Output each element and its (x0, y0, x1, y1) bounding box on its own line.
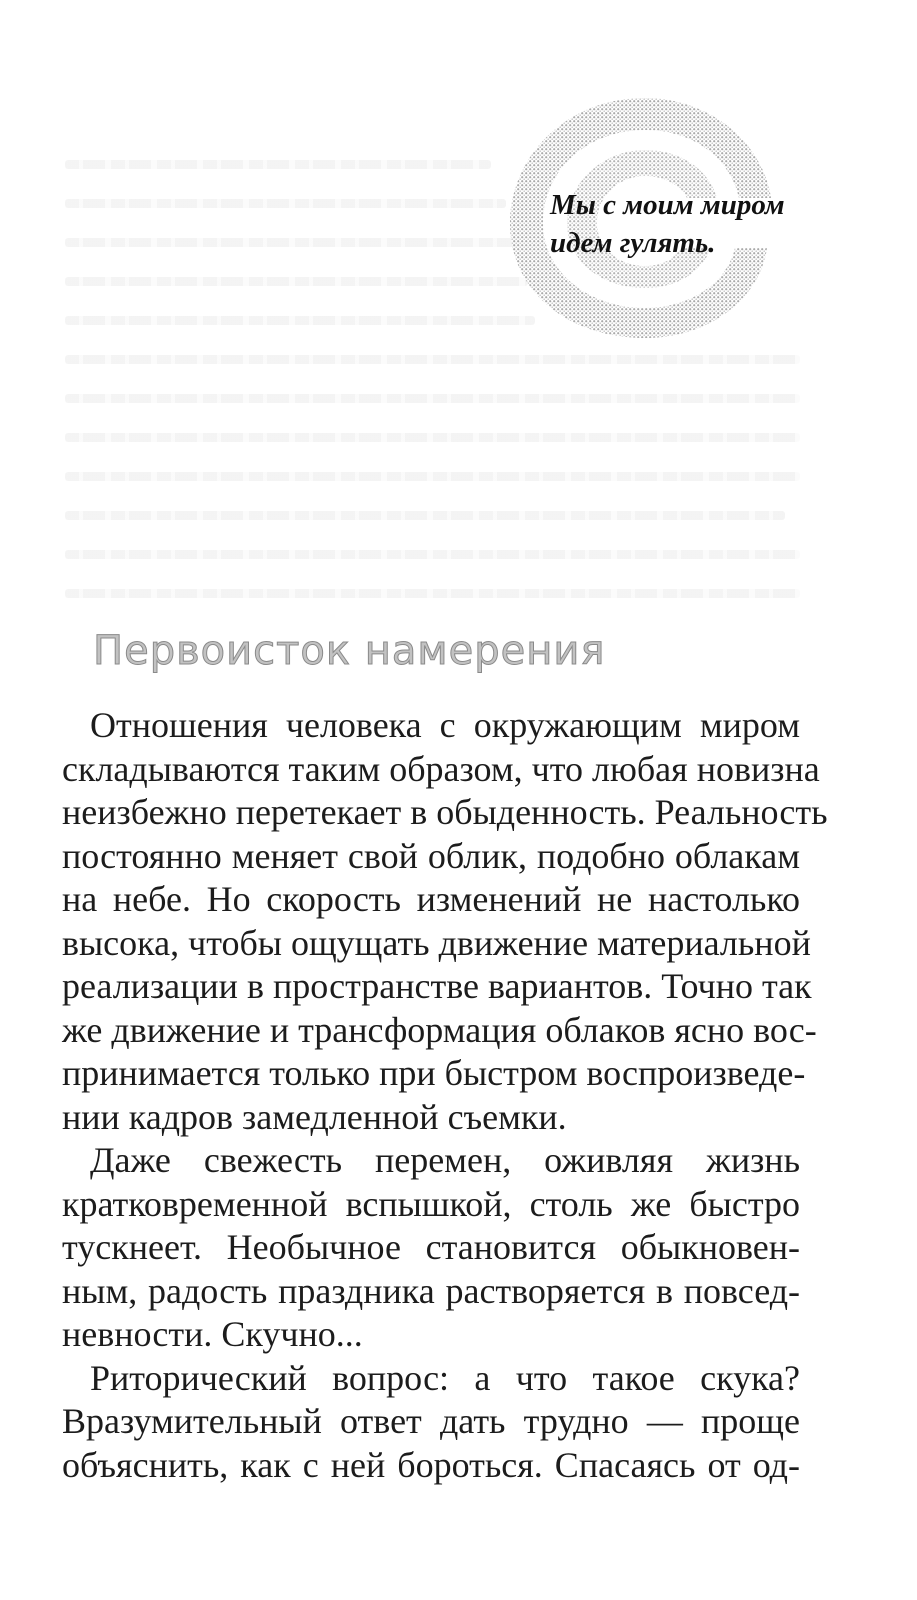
body-text (62, 704, 828, 1487)
text-line: реализации в пространстве вариантов. Точно так (62, 966, 812, 1006)
paragraph-1 (62, 704, 828, 1139)
text-line: высока, чтобы ощущать движение материальной (62, 922, 811, 963)
text-line: нии кадров замедленной съемки. (62, 1096, 567, 1137)
section-heading: Первоисток намерения (93, 628, 606, 674)
text-line: ным, радость праздника растворяется в повсед- (62, 1270, 800, 1311)
text-line: складываются таким образом, что любая новизна (62, 748, 820, 789)
epigraph-line-1: Мы с моим миром (550, 189, 785, 221)
text-line: неизбежно перетекает в обыденность. Реальность (62, 792, 828, 832)
text-line: Даже свежесть перемен, оживляя жизнь (90, 1140, 800, 1180)
text-line: Риторический вопрос: а что такое скука? (90, 1357, 800, 1398)
text-line: кратковременной вспышкой, столь же быстро (62, 1183, 800, 1224)
text-line: объяснить, как с ней бороться. Спасаясь от од- (62, 1444, 800, 1485)
text-line: Отношения человека с окружающим миром (90, 705, 800, 745)
text-line: же движение и трансформация облаков ясно вос- (62, 1009, 817, 1050)
text-line: невности. Скучно... (62, 1314, 363, 1354)
text-line: Вразумительный ответ дать трудно — проще (62, 1401, 800, 1441)
paragraph-2 (62, 1139, 800, 1357)
text-line: принимается только при быстром воспроизведе- (62, 1053, 806, 1093)
text-line: на небе. Но скорость изменений не настолько (62, 879, 800, 919)
text-line: тускнеет. Необычное становится обыкновен- (62, 1227, 800, 1267)
text-line: постоянно меняет свой облик, подобно облакам (62, 835, 800, 876)
epigraph-line-2: идем гулять. (550, 227, 716, 259)
epigraph (550, 186, 840, 262)
paragraph-3 (62, 1357, 800, 1488)
